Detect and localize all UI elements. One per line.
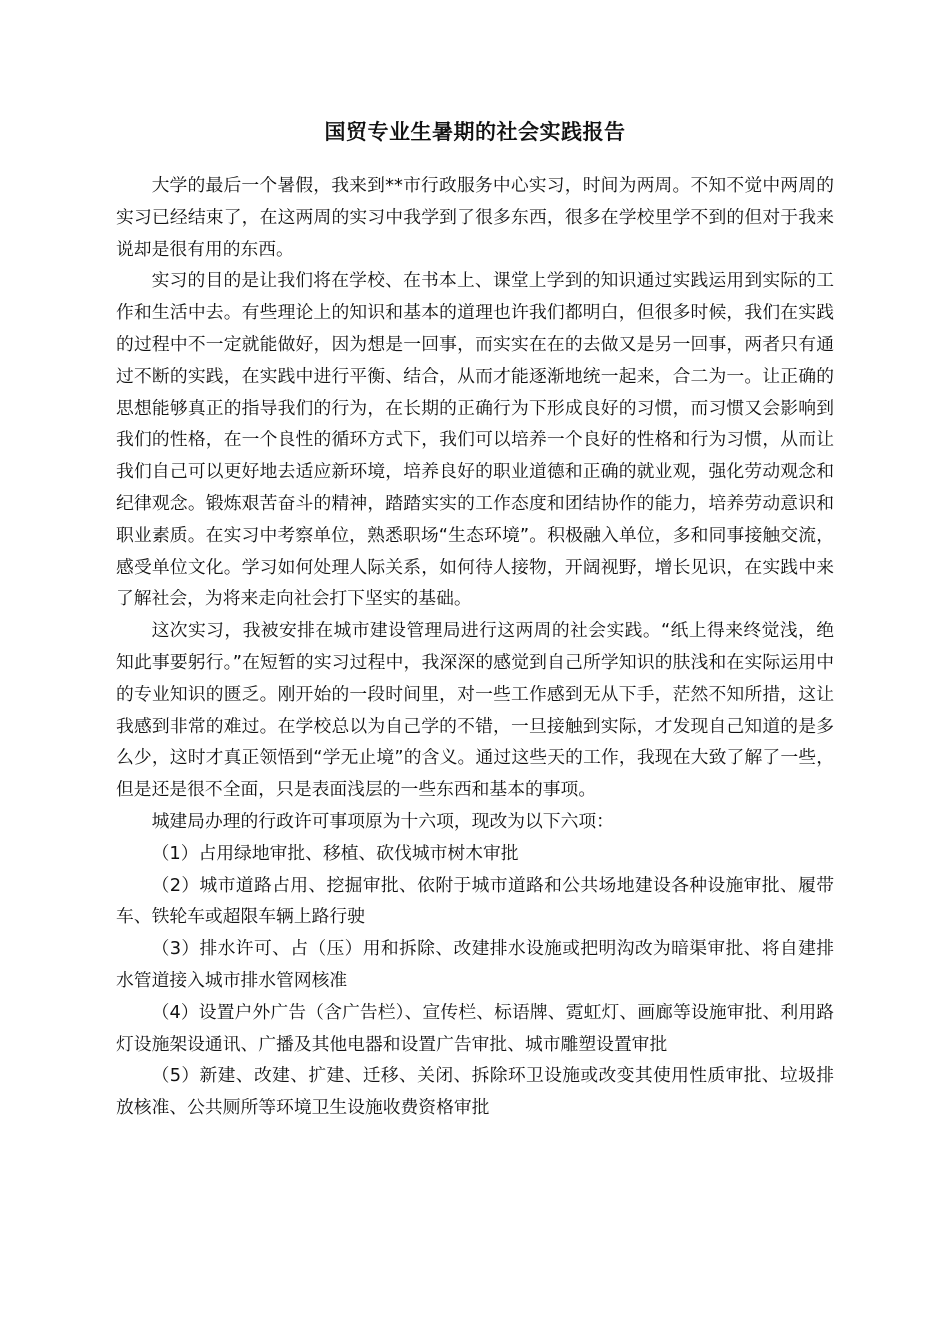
list-item-permit-1: （1）占用绿地审批、移植、砍伐城市树木审批 — [151, 842, 519, 864]
list-item-permit-3: （3）排水许可、占（压）用和拆除、改建排水设施或把明沟改为暗渠审批、将自建排水管道接入城市排水管网核准 — [116, 938, 834, 991]
paragraph-purpose: 实习的目的是让我们将在学校、在书本上、课堂上学到的知识通过实践运用到实际的工作和生活中去。有些理论上的知识和基本的道理也许我们都明白，但很多时候，我们在实践的过程中不一定就能做好，因为想是一回事，而实实在在的去做又是另一回事，两者只有通过不断的实践，在实践中进行平衡、结合，从而才能逐渐地统一起来，合二为一。让正确的思想能够真正的指导我们的行为，在长期的正确行为下形成良好的习惯，而习惯又会影响到我们的性格，在一个良性的循环方式下，我们可以培养一个良好的性格和行为习惯，从而让我们自己可以更好地去适应新环境，培养良好的职业道德和正确的就业观，强化劳动观念和纪律观念。锻炼艰苦奋斗的精神，踏踏实实的工作态度和团结协作的能力，培养劳动意识和职业素质。在实习中考察单位，熟悉职场“生态环境”。积极融入单位，多和同事接触交流，感受单位文化。学习如何处理人际关系，如何待人接物，开阔视野，增长见识，在实践中来了解社会，为将来走向社会打下坚实的基础。 — [116, 270, 834, 610]
list-item-permit-4: （4）设置户外广告（含广告栏）、宣传栏、标语牌、霓虹灯、画廊等设施审批、利用路灯设施架设通讯、广播及其他电器和设置广告审批、城市雕塑设置审批 — [116, 1001, 834, 1055]
paragraph-permits-intro: 城建局办理的行政许可事项原为十六项，现改为以下六项： — [151, 810, 614, 832]
document-title: 国贸专业生暑期的社会实践报告 — [324, 120, 626, 144]
document-body — [116, 170, 834, 1124]
paragraph-experience: 这次实习，我被安排在城市建设管理局进行这两周的社会实践。“纸上得来终觉浅，绝知此事要躬行。”在短暂的实习过程中，我深深的感觉到自己所学知识的肤浅和在实际运用中的专业知识的匮乏。刚开始的一段时间里，对一些工作感到无从下手，茫然不知所措，这让我感到非常的难过。在学校总以为自己学的不错，一旦接触到实际，才发现自己知道的是多么少，这时才真正领悟到“学无止境”的含义。通过这些天的工作，我现在大致了解了一些，但是还是很不全面，只是表面浅层的一些东西和基本的事项。 — [116, 620, 834, 801]
list-item-permit-5: （5）新建、改建、扩建、迁移、关闭、拆除环卫设施或改变其使用性质审批、垃圾排放核准、公共厕所等环境卫生设施收费资格审批 — [116, 1065, 834, 1119]
paragraph-intro: 大学的最后一个暑假，我来到**市行政服务中心实习，时间为两周。不知不觉中两周的实习已经结束了，在这两周的实习中我学到了很多东西，很多在学校里学不到的但对于我来说却是很有用的东西。 — [116, 175, 834, 260]
list-item-permit-2: （2）城市道路占用、挖掘审批、依附于城市道路和公共场地建设各种设施审批、履带车、铁轮车或超限车辆上路行驶 — [116, 874, 834, 928]
